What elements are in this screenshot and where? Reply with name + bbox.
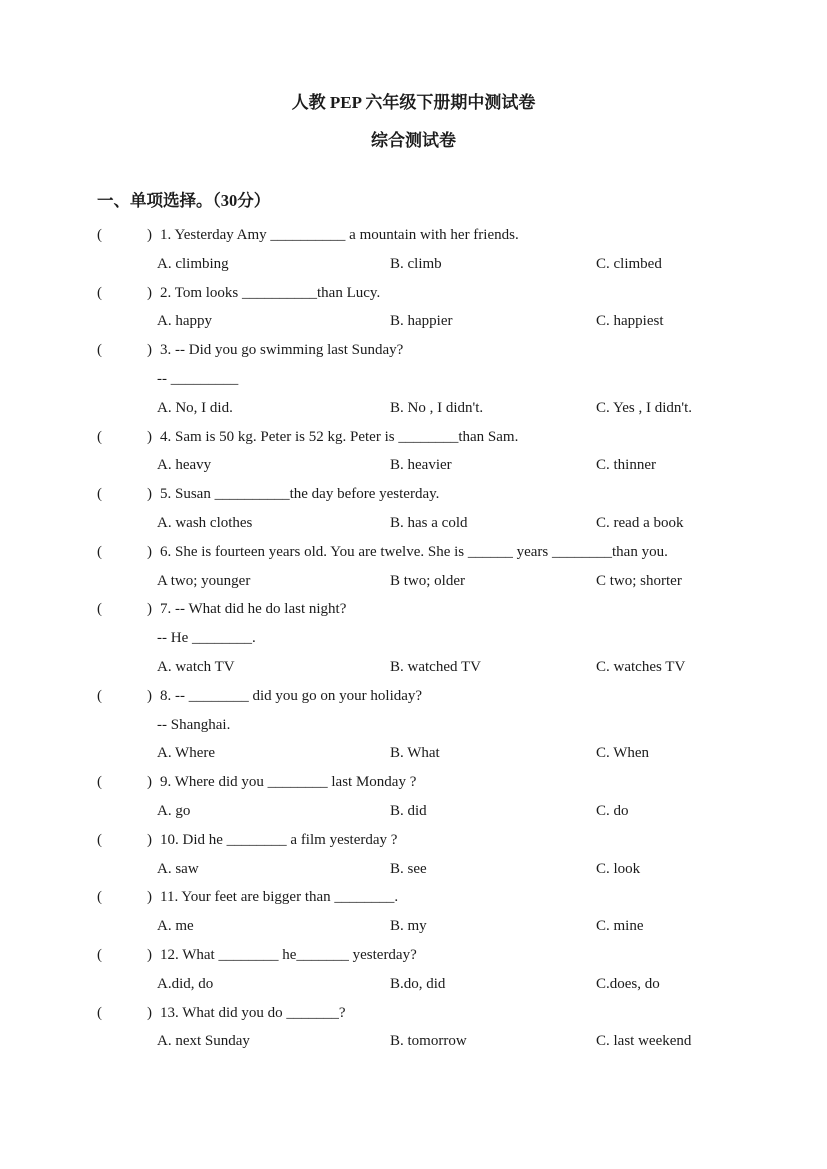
option-c: C. thinner	[596, 457, 656, 474]
question-12	[97, 941, 827, 999]
option-c: C. read a book	[596, 514, 684, 531]
option-b: B. did	[390, 802, 427, 819]
option-c: C. happiest	[596, 313, 664, 330]
option-c: C. look	[596, 860, 641, 877]
option-b: B. my	[390, 918, 427, 935]
page-title: 人教 PEP 六年级下册期中测试卷	[291, 93, 536, 112]
answer-bracket: ( )	[97, 1004, 152, 1021]
question-5	[97, 480, 827, 538]
option-a: A. next Sunday	[157, 1033, 250, 1050]
question-6	[97, 538, 827, 596]
question-3	[97, 336, 827, 422]
question-prompt: 2. Tom looks __________than Lucy.	[160, 284, 381, 301]
option-a: A. climbing	[157, 255, 229, 272]
option-c: C.does, do	[596, 975, 660, 992]
question-prompt: 9. Where did you ________ last Monday ?	[160, 774, 417, 791]
answer-bracket: ( )	[97, 428, 152, 445]
option-c: C two; shorter	[596, 572, 682, 589]
option-a: A. wash clothes	[157, 514, 253, 531]
option-a: A two; younger	[157, 572, 251, 589]
option-a: A. saw	[157, 860, 199, 877]
option-b: B. tomorrow	[390, 1033, 467, 1050]
option-b: B. see	[390, 860, 427, 877]
question-4	[97, 423, 827, 481]
question-2	[97, 279, 827, 337]
question-8	[97, 682, 827, 768]
option-a: A. me	[157, 918, 194, 935]
question-prompt: 11. Your feet are bigger than ________.	[160, 889, 399, 906]
answer-bracket: ( )	[97, 486, 152, 503]
option-c: C. Yes , I didn't.	[596, 399, 693, 416]
question-list	[97, 221, 827, 1056]
answer-bracket: ( )	[97, 946, 152, 963]
question-prompt: 6. She is fourteen years old. You are twelve. She is ______ years ________than you.	[160, 543, 668, 560]
question-prompt: 5. Susan __________the day before yesterday.	[160, 486, 440, 503]
answer-bracket: ( )	[97, 342, 152, 359]
answer-bracket: ( )	[97, 889, 152, 906]
question-1	[97, 221, 827, 279]
answer-bracket: ( )	[97, 687, 152, 704]
option-b: B. What	[390, 745, 440, 762]
question-7	[97, 595, 827, 681]
option-a: A. watch TV	[157, 658, 235, 675]
option-b: B two; older	[390, 572, 465, 589]
answer-bracket: ( )	[97, 284, 152, 301]
option-a: A. Where	[157, 745, 216, 762]
question-reply-line: -- Shanghai.	[157, 716, 231, 733]
option-c: C. climbed	[596, 255, 662, 272]
option-b: B. heavier	[390, 457, 452, 474]
section-heading: 一、单项选择。（30分）	[97, 191, 271, 210]
question-prompt: 7. -- What did he do last night?	[160, 601, 347, 618]
page-subtitle: 综合测试卷	[371, 131, 456, 150]
question-prompt: 3. -- Did you go swimming last Sunday?	[160, 342, 404, 359]
option-c: C. watches TV	[596, 658, 686, 675]
option-a: A. go	[157, 802, 191, 819]
option-c: C. last weekend	[596, 1033, 692, 1050]
question-reply-line: -- _________	[157, 370, 239, 387]
option-a: A.did, do	[157, 975, 214, 992]
question-prompt: 8. -- ________ did you go on your holiday?	[160, 687, 423, 704]
answer-bracket: ( )	[97, 831, 152, 848]
answer-bracket: ( )	[97, 543, 152, 560]
question-11	[97, 883, 827, 941]
question-10	[97, 826, 827, 884]
question-prompt: 4. Sam is 50 kg. Peter is 52 kg. Peter is ________than Sam.	[160, 428, 519, 445]
answer-bracket: ( )	[97, 601, 152, 618]
question-9	[97, 768, 827, 826]
option-c: C. When	[596, 745, 650, 762]
option-b: B. No , I didn't.	[390, 399, 484, 416]
option-c: C. do	[596, 802, 629, 819]
option-b: B. watched TV	[390, 658, 481, 675]
question-prompt: 13. What did you do _______?	[160, 1004, 346, 1021]
option-b: B.do, did	[390, 975, 446, 992]
option-a: A. heavy	[157, 457, 212, 474]
option-b: B. climb	[390, 255, 442, 272]
option-a: A. No, I did.	[157, 399, 233, 416]
question-prompt: 10. Did he ________ a film yesterday ?	[160, 831, 398, 848]
question-reply-line: -- He ________.	[157, 630, 256, 647]
answer-bracket: ( )	[97, 227, 152, 243]
option-a: A. happy	[157, 313, 212, 330]
option-b: B. has a cold	[390, 514, 468, 531]
question-13	[97, 999, 827, 1057]
answer-bracket: ( )	[97, 774, 152, 791]
option-c: C. mine	[596, 918, 644, 935]
question-prompt: 12. What ________ he_______ yesterday?	[160, 946, 417, 963]
question-prompt: 1. Yesterday Amy __________ a mountain with her friends.	[160, 227, 519, 243]
option-b: B. happier	[390, 313, 453, 330]
